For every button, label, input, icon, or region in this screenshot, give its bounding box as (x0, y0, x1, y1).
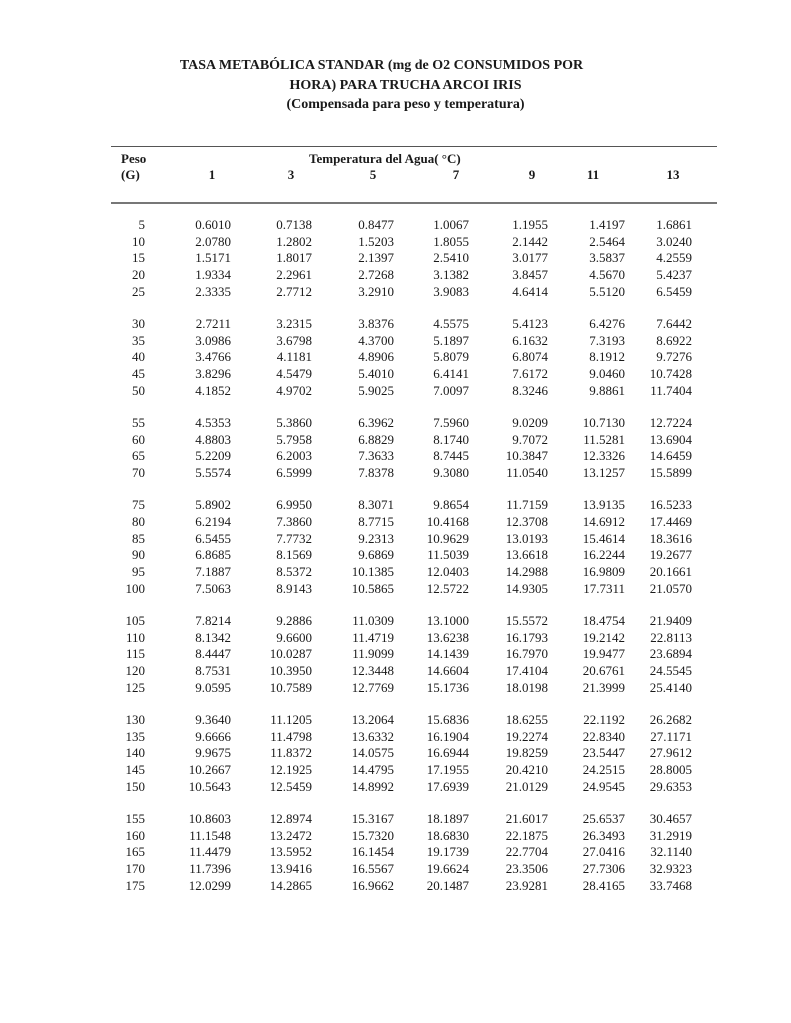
metabolic-rate-cell: 12.1925 (269, 762, 312, 778)
metabolic-rate-cell: 11.4798 (270, 728, 312, 744)
metabolic-rate-cell: 0.6010 (195, 217, 231, 232)
metabolic-rate-cell: 24.5545 (649, 663, 692, 679)
metabolic-rate-cell: 10.7428 (649, 366, 692, 382)
metabolic-rate-cell: 30.4657 (649, 811, 692, 826)
metabolic-rate-cell: 4.5575 (433, 316, 469, 331)
metabolic-rate-cell: 22.8340 (582, 728, 625, 744)
metabolic-rate-cell: 2.2961 (276, 267, 312, 283)
metabolic-rate-cell: 4.5670 (589, 267, 625, 283)
metabolic-rate-cell: 14.6912 (582, 514, 625, 529)
metabolic-rate-cell: 27.9612 (649, 745, 692, 761)
metabolic-rate-cell: 8.7445 (433, 448, 469, 464)
metabolic-rate-cell: 13.1000 (426, 613, 469, 628)
metabolic-rate-cell: 13.6904 (649, 431, 692, 447)
metabolic-rate-cell: 9.6666 (195, 728, 231, 744)
metabolic-rate-cell: 9.3080 (433, 465, 469, 481)
metabolic-rate-cell: 9.6869 (358, 547, 394, 563)
weight-cell: 95 (132, 564, 145, 580)
metabolic-rate-cell: 2.1442 (512, 233, 548, 249)
metabolic-rate-cell: 0.8477 (358, 217, 394, 232)
metabolic-rate-cell: 10.0287 (269, 646, 312, 662)
metabolic-rate-cell: 15.7320 (351, 827, 394, 843)
metabolic-rate-cell: 9.0460 (589, 366, 625, 382)
metabolic-rate-cell: 16.2244 (582, 547, 625, 563)
weight-cell: 110 (125, 629, 145, 645)
metabolic-rate-cell: 27.0416 (582, 844, 625, 860)
metabolic-rate-cell: 14.8992 (351, 778, 394, 794)
metabolic-rate-cell: 2.7211 (195, 316, 231, 331)
metabolic-rate-cell: 1.4197 (589, 217, 625, 232)
weight-cell: 35 (132, 332, 145, 348)
weight-cell: 105 (125, 613, 145, 628)
metabolic-rate-cell: 6.2194 (195, 514, 231, 529)
document-title-line-2: HORA) PARA TRUCHA ARCOI IRIS (289, 78, 522, 93)
metabolic-rate-cell: 13.2064 (351, 712, 394, 727)
metabolic-rate-cell: 1.1955 (512, 217, 548, 232)
metabolic-rate-cell: 23.5447 (582, 745, 625, 761)
metabolic-rate-cell: 2.7268 (358, 267, 394, 283)
metabolic-rate-cell: 19.1739 (426, 844, 469, 860)
metabolic-rate-cell: 5.2209 (195, 448, 231, 464)
weight-cell: 160 (125, 827, 145, 843)
metabolic-rate-cell: 13.9135 (582, 497, 625, 513)
metabolic-rate-cell: 2.5464 (589, 233, 625, 249)
metabolic-rate-cell: 12.5722 (426, 580, 469, 596)
metabolic-rate-cell: 22.8113 (650, 629, 692, 645)
metabolic-rate-cell: 9.6600 (276, 629, 312, 645)
metabolic-rate-cell: 8.7531 (195, 663, 231, 679)
metabolic-rate-cell: 21.6017 (505, 811, 548, 826)
weight-cell: 50 (132, 382, 145, 398)
metabolic-rate-cell: 9.3640 (195, 712, 231, 727)
metabolic-rate-cell: 17.4469 (649, 514, 692, 529)
metabolic-rate-cell: 16.9662 (351, 877, 394, 893)
metabolic-rate-cell: 19.9477 (582, 646, 625, 662)
metabolic-rate-cell: 10.8603 (188, 811, 231, 826)
metabolic-rate-cell: 6.8685 (195, 547, 231, 563)
metabolic-rate-cell: 5.4237 (656, 267, 692, 283)
metabolic-rate-cell: 12.8974 (269, 811, 312, 826)
metabolic-rate-cell: 7.5960 (433, 415, 469, 430)
metabolic-rate-cell: 25.6537 (582, 811, 625, 826)
metabolic-rate-cell: 7.7732 (276, 530, 312, 546)
metabolic-rate-cell: 22.7704 (505, 844, 548, 860)
metabolic-rate-cell: 21.9409 (649, 613, 692, 628)
weight-header-unit: (G) (121, 167, 140, 182)
metabolic-rate-cell: 7.0097 (433, 382, 469, 398)
metabolic-rate-cell: 6.5459 (656, 283, 692, 299)
metabolic-rate-cell: 20.1487 (426, 877, 469, 893)
metabolic-rate-cell: 18.0198 (505, 679, 548, 695)
metabolic-rate-cell: 5.5120 (589, 283, 625, 299)
weight-cell: 80 (132, 514, 145, 529)
metabolic-rate-cell: 4.1852 (195, 382, 231, 398)
weight-cell: 145 (125, 762, 145, 778)
metabolic-rate-cell: 3.8376 (358, 316, 394, 331)
weight-header-label: Peso (121, 151, 147, 166)
metabolic-rate-cell: 2.7712 (276, 283, 312, 299)
metabolic-rate-cell: 5.4123 (512, 316, 548, 331)
metabolic-rate-cell: 9.9675 (195, 745, 231, 761)
metabolic-rate-cell: 16.1454 (351, 844, 394, 860)
metabolic-rate-cell: 13.2472 (269, 827, 312, 843)
temperature-column-header: 7 (452, 167, 460, 182)
metabolic-rate-cell: 14.2865 (269, 877, 312, 893)
metabolic-rate-cell: 8.1569 (276, 547, 312, 563)
metabolic-rate-cell: 3.1382 (433, 267, 469, 283)
metabolic-rate-cell: 28.4165 (582, 877, 625, 893)
metabolic-rate-cell: 11.1205 (270, 712, 312, 727)
metabolic-rate-cell: 28.8005 (649, 762, 692, 778)
metabolic-rate-cell: 10.9629 (426, 530, 469, 546)
metabolic-rate-cell: 33.7468 (649, 877, 692, 893)
weight-cell: 20 (132, 267, 145, 283)
metabolic-rate-cell: 18.1897 (426, 811, 469, 826)
metabolic-rate-cell: 19.8259 (505, 745, 548, 761)
weight-cell: 85 (132, 530, 145, 546)
metabolic-rate-cell: 10.4168 (426, 514, 469, 529)
metabolic-rate-cell: 8.9143 (276, 580, 312, 596)
temperature-column-header: 5 (369, 167, 377, 182)
metabolic-rate-cell: 11.5039 (427, 547, 469, 563)
metabolic-rate-cell: 10.5643 (188, 778, 231, 794)
metabolic-rate-cell: 10.1385 (351, 564, 394, 580)
metabolic-rate-cell: 4.5479 (276, 366, 312, 382)
metabolic-rate-cell: 17.7311 (583, 580, 625, 596)
metabolic-rate-cell: 4.1181 (276, 349, 312, 365)
weight-cell: 45 (132, 366, 145, 382)
weight-cell: 100 (125, 580, 145, 596)
metabolic-rate-cell: 11.7159 (506, 497, 548, 513)
weight-cell: 150 (125, 778, 145, 794)
weight-cell: 5 (138, 217, 145, 232)
metabolic-rate-cell: 6.3962 (358, 415, 394, 430)
metabolic-rate-cell: 13.6618 (505, 547, 548, 563)
metabolic-rate-cell: 31.2919 (649, 827, 692, 843)
metabolic-rate-cell: 2.1397 (358, 250, 394, 266)
metabolic-rate-cell: 27.1171 (650, 728, 692, 744)
metabolic-rate-cell: 21.0129 (505, 778, 548, 794)
metabolic-rate-cell: 6.5999 (276, 465, 312, 481)
metabolic-rate-cell: 4.8906 (358, 349, 394, 365)
metabolic-rate-cell: 22.1875 (505, 827, 548, 843)
metabolic-rate-cell: 10.7589 (269, 679, 312, 695)
temperature-column-header: 9 (528, 167, 536, 182)
weight-cell: 155 (125, 811, 145, 826)
weight-cell: 10 (132, 233, 145, 249)
metabolic-rate-cell: 4.5353 (195, 415, 231, 430)
metabolic-rate-cell: 3.5837 (589, 250, 625, 266)
metabolic-rate-cell: 13.9416 (269, 861, 312, 877)
metabolic-rate-cell: 19.2274 (505, 728, 548, 744)
metabolic-rate-cell: 3.2910 (358, 283, 394, 299)
weight-cell: 55 (132, 415, 145, 430)
metabolic-rate-cell: 5.9025 (358, 382, 394, 398)
metabolic-rate-cell: 11.8372 (270, 745, 312, 761)
metabolic-rate-cell: 19.2142 (582, 629, 625, 645)
metabolic-rate-cell: 6.5455 (195, 530, 231, 546)
metabolic-rate-cell: 29.6353 (649, 778, 692, 794)
metabolic-rate-cell: 6.4141 (433, 366, 469, 382)
metabolic-rate-cell: 10.5865 (351, 580, 394, 596)
metabolic-rate-cell: 6.8829 (358, 431, 394, 447)
metabolic-rate-cell: 14.0575 (351, 745, 394, 761)
metabolic-rate-cell: 8.7715 (358, 514, 394, 529)
metabolic-rate-cell: 11.7404 (650, 382, 692, 398)
weight-cell: 60 (132, 431, 145, 447)
weight-cell: 120 (125, 663, 145, 679)
metabolic-rate-cell: 18.6255 (505, 712, 548, 727)
metabolic-rate-cell: 1.6861 (656, 217, 692, 232)
metabolic-rate-cell: 20.6761 (582, 663, 625, 679)
metabolic-rate-cell: 1.5203 (358, 233, 394, 249)
metabolic-rate-cell: 17.6939 (426, 778, 469, 794)
metabolic-rate-cell: 10.7130 (582, 415, 625, 430)
metabolic-rate-cell: 16.6944 (426, 745, 469, 761)
weight-cell: 135 (125, 728, 145, 744)
metabolic-rate-cell: 2.5410 (433, 250, 469, 266)
metabolic-rate-cell: 5.3860 (276, 415, 312, 430)
metabolic-rate-cell: 13.5952 (269, 844, 312, 860)
metabolic-rate-cell: 8.1740 (433, 431, 469, 447)
metabolic-rate-cell: 18.3616 (649, 530, 692, 546)
metabolic-rate-cell: 12.7769 (351, 679, 394, 695)
metabolic-rate-cell: 7.3193 (589, 332, 625, 348)
metabolic-rate-cell: 16.1793 (505, 629, 548, 645)
metabolic-rate-cell: 1.2802 (276, 233, 312, 249)
metabolic-rate-cell: 10.3950 (269, 663, 312, 679)
metabolic-rate-cell: 24.2515 (582, 762, 625, 778)
weight-cell: 115 (125, 646, 145, 662)
metabolic-rate-cell: 14.6459 (649, 448, 692, 464)
metabolic-rate-cell: 15.3167 (351, 811, 394, 826)
metabolic-rate-cell: 16.5567 (351, 861, 394, 877)
metabolic-rate-cell: 25.4140 (649, 679, 692, 695)
metabolic-rate-cell: 9.7276 (656, 349, 692, 365)
metabolic-rate-cell: 0.7138 (276, 217, 312, 232)
metabolic-rate-cell: 1.0067 (433, 217, 469, 232)
metabolic-rate-cell: 8.1342 (195, 629, 231, 645)
weight-cell: 75 (132, 497, 145, 513)
metabolic-rate-cell: 5.8902 (195, 497, 231, 513)
metabolic-rate-cell: 11.5281 (583, 431, 625, 447)
metabolic-rate-cell: 13.6238 (426, 629, 469, 645)
metabolic-rate-cell: 3.8296 (195, 366, 231, 382)
temperature-column-header: 1 (208, 167, 216, 182)
metabolic-rate-cell: 3.4766 (195, 349, 231, 365)
metabolic-rate-cell: 27.7306 (582, 861, 625, 877)
weight-cell: 90 (132, 547, 145, 563)
metabolic-rate-cell: 8.3071 (358, 497, 394, 513)
metabolic-rate-cell: 15.5899 (649, 465, 692, 481)
metabolic-rate-cell: 20.4210 (505, 762, 548, 778)
metabolic-rate-cell: 15.5572 (505, 613, 548, 628)
metabolic-rate-cell: 3.2315 (276, 316, 312, 331)
metabolic-rate-cell: 6.4276 (589, 316, 625, 331)
metabolic-rate-cell: 16.9809 (582, 564, 625, 580)
metabolic-rate-cell: 22.1192 (583, 712, 625, 727)
metabolic-rate-cell: 8.5372 (276, 564, 312, 580)
metabolic-rate-cell: 23.3506 (505, 861, 548, 877)
metabolic-rate-cell: 3.6798 (276, 332, 312, 348)
metabolic-rate-cell: 7.6172 (512, 366, 548, 382)
weight-cell: 15 (132, 250, 145, 266)
metabolic-rate-cell: 7.5063 (195, 580, 231, 596)
metabolic-rate-cell: 19.2677 (649, 547, 692, 563)
metabolic-rate-cell: 15.1736 (426, 679, 469, 695)
document-title-line-1: TASA METABÓLICA STANDAR (mg de O2 CONSUMIDOS POR (179, 58, 584, 73)
metabolic-rate-cell: 14.1439 (426, 646, 469, 662)
metabolic-rate-cell: 20.1661 (649, 564, 692, 580)
metabolic-rate-cell: 21.3999 (582, 679, 625, 695)
metabolic-rate-cell: 6.8074 (512, 349, 548, 365)
temperature-column-header: 13 (666, 167, 680, 182)
metabolic-rate-cell: 11.0309 (352, 613, 394, 628)
metabolic-rate-cell: 1.8055 (433, 233, 469, 249)
metabolic-rate-cell: 10.2667 (188, 762, 231, 778)
metabolic-rate-cell: 23.9281 (505, 877, 548, 893)
metabolic-rate-cell: 11.4719 (352, 629, 394, 645)
metabolic-rate-cell: 11.0540 (506, 465, 548, 481)
metabolic-rate-cell: 3.8457 (512, 267, 548, 283)
metabolic-rate-cell: 13.0193 (505, 530, 548, 546)
metabolic-rate-cell: 4.8803 (195, 431, 231, 447)
weight-cell: 175 (125, 877, 145, 893)
metabolic-rate-cell: 15.6836 (426, 712, 469, 727)
metabolic-rate-cell: 16.5233 (649, 497, 692, 513)
metabolic-rate-cell: 14.6604 (426, 663, 469, 679)
metabolic-rate-cell: 12.3708 (505, 514, 548, 529)
temperature-column-header: 3 (287, 167, 295, 182)
metabolic-rate-cell: 2.3335 (195, 283, 231, 299)
metabolic-rate-cell: 26.2682 (649, 712, 692, 727)
metabolic-rate-cell: 5.4010 (358, 366, 394, 382)
document-subtitle: (Compensada para peso y temperatura) (286, 97, 525, 112)
metabolic-rate-cell: 8.4447 (195, 646, 231, 662)
weight-cell: 65 (132, 448, 145, 464)
metabolic-rate-cell: 7.3633 (358, 448, 394, 464)
metabolic-rate-cell: 3.0177 (512, 250, 548, 266)
metabolic-rate-cell: 7.6442 (656, 316, 692, 331)
weight-cell: 40 (132, 349, 145, 365)
metabolic-rate-cell: 32.9323 (649, 861, 692, 877)
metabolic-rate-cell: 5.5574 (195, 465, 231, 481)
metabolic-rate-cell: 7.8378 (358, 465, 394, 481)
metabolic-rate-cell: 5.8079 (433, 349, 469, 365)
metabolic-rate-cell: 24.9545 (582, 778, 625, 794)
metabolic-rate-cell: 11.4479 (189, 844, 231, 860)
metabolic-rate-cell: 1.5171 (195, 250, 231, 266)
metabolic-rate-cell: 4.9702 (276, 382, 312, 398)
metabolic-rate-cell: 21.0570 (649, 580, 692, 596)
metabolic-rate-cell: 5.1897 (433, 332, 469, 348)
metabolic-rate-cell: 8.6922 (656, 332, 692, 348)
metabolic-rate-cell: 8.1912 (589, 349, 625, 365)
metabolic-rate-cell: 5.7958 (276, 431, 312, 447)
metabolic-rate-cell: 3.0986 (195, 332, 231, 348)
metabolic-rate-cell: 1.8017 (276, 250, 312, 266)
metabolic-rate-cell: 9.0595 (195, 679, 231, 695)
metabolic-rate-cell: 26.3493 (582, 827, 625, 843)
metabolic-rate-cell: 12.7224 (649, 415, 692, 430)
weight-cell: 70 (132, 465, 145, 481)
weight-cell: 140 (125, 745, 145, 761)
metabolic-rate-cell: 6.1632 (512, 332, 548, 348)
metabolic-rate-cell: 12.0403 (426, 564, 469, 580)
metabolic-rate-cell: 7.8214 (195, 613, 231, 628)
metabolic-rate-cell: 4.2559 (656, 250, 692, 266)
metabolic-rate-cell: 11.1548 (189, 827, 231, 843)
metabolic-rate-cell: 3.0240 (656, 233, 692, 249)
metabolic-rate-cell: 17.1955 (426, 762, 469, 778)
metabolic-rate-cell: 17.4104 (505, 663, 548, 679)
weight-cell: 130 (125, 712, 145, 727)
metabolic-rate-cell: 4.6414 (512, 283, 548, 299)
weight-cell: 30 (132, 316, 145, 331)
metabolic-rate-cell: 6.2003 (276, 448, 312, 464)
metabolic-rate-cell: 11.9099 (352, 646, 394, 662)
metabolic-rate-cell: 32.1140 (650, 844, 692, 860)
metabolic-rate-cell: 9.8861 (589, 382, 625, 398)
metabolic-rate-cell: 7.1887 (195, 564, 231, 580)
metabolic-rate-cell: 8.3246 (512, 382, 548, 398)
weight-cell: 25 (132, 283, 145, 299)
metabolic-rate-cell: 18.6830 (426, 827, 469, 843)
metabolic-rate-cell: 12.0299 (188, 877, 231, 893)
metabolic-rate-cell: 9.0209 (512, 415, 548, 430)
metabolic-rate-cell: 12.3448 (351, 663, 394, 679)
metabolic-rate-cell: 1.9334 (195, 267, 231, 283)
metabolic-rate-cell: 9.2886 (276, 613, 312, 628)
metabolic-rate-cell: 9.7072 (512, 431, 548, 447)
metabolic-rate-cell: 13.1257 (582, 465, 625, 481)
weight-cell: 170 (125, 861, 145, 877)
metabolic-rate-cell: 16.1904 (426, 728, 469, 744)
metabolic-rate-cell: 2.0780 (195, 233, 231, 249)
metabolic-rate-cell: 3.9083 (433, 283, 469, 299)
metabolic-rate-cell: 12.3326 (582, 448, 625, 464)
metabolic-rate-cell: 6.9950 (276, 497, 312, 513)
metabolic-rate-cell: 14.2988 (505, 564, 548, 580)
metabolic-rate-cell: 15.4614 (582, 530, 625, 546)
metabolic-rate-cell: 19.6624 (426, 861, 469, 877)
temperature-group-header: Temperatura del Agua( °C) (309, 151, 461, 166)
metabolic-rate-cell: 14.9305 (505, 580, 548, 596)
metabolic-rate-cell: 10.3847 (505, 448, 548, 464)
metabolic-rate-cell: 12.5459 (269, 778, 312, 794)
metabolic-rate-cell: 14.4795 (351, 762, 394, 778)
weight-cell: 165 (125, 844, 145, 860)
metabolic-rate-cell: 4.3700 (358, 332, 394, 348)
metabolic-rate-cell: 9.8654 (433, 497, 469, 513)
metabolic-rate-cell: 9.2313 (358, 530, 394, 546)
metabolic-rate-cell: 23.6894 (649, 646, 692, 662)
metabolic-rate-cell: 13.6332 (351, 728, 394, 744)
metabolic-rate-cell: 16.7970 (505, 646, 548, 662)
metabolic-rate-cell: 11.7396 (189, 861, 231, 877)
metabolic-rate-cell: 18.4754 (582, 613, 625, 628)
metabolic-rate-cell: 7.3860 (276, 514, 312, 529)
temperature-column-header: 11 (586, 167, 600, 182)
weight-cell: 125 (125, 679, 145, 695)
